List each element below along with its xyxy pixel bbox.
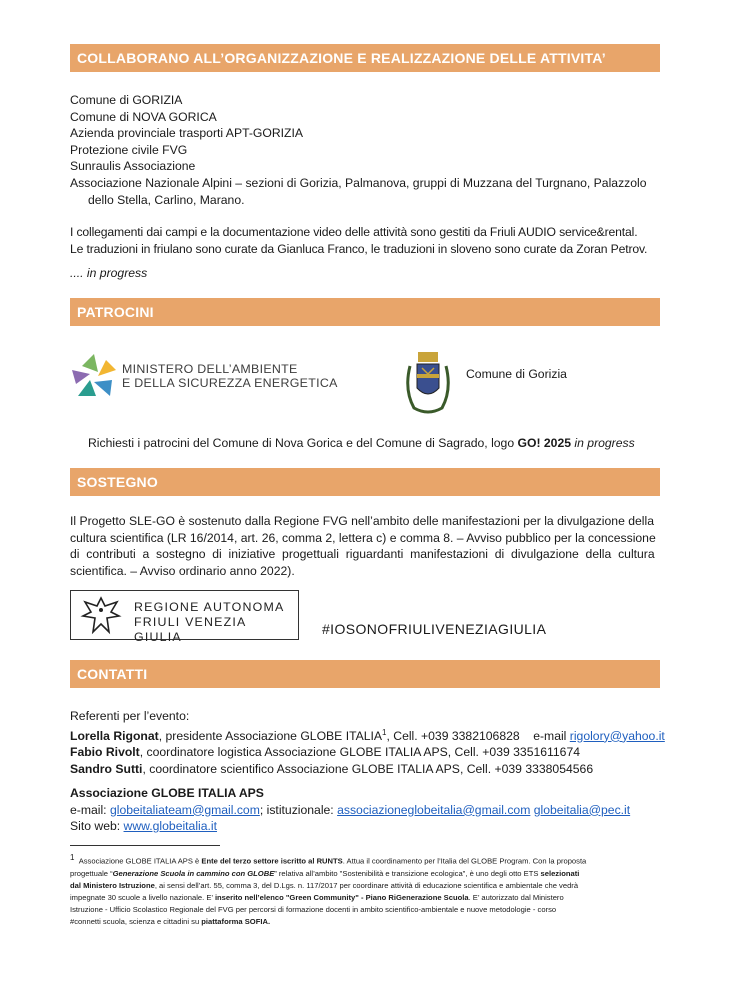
richiesti-patrocini: Richiesti i patrocini del Comune di Nova Gorica e del Comune di Sagrado, logo GO! 2025 in progress bbox=[88, 436, 635, 450]
email-link-associazione[interactable]: associazioneglobeitalia@gmail.com bbox=[337, 802, 531, 817]
sostegno-paragraph bbox=[70, 513, 656, 579]
eagle-icon bbox=[79, 594, 123, 638]
section-header-collaborano: COLLABORANO ALL’ORGANIZZAZIONE E REALIZZAZIONE DELLE ATTIVITA’ bbox=[70, 44, 660, 72]
list-item: Protezione civile FVG bbox=[70, 142, 188, 157]
ministero-star-icon bbox=[70, 352, 118, 400]
section-header-sostegno: SOSTEGNO bbox=[70, 468, 660, 496]
regione-name: REGIONE AUTONOMA FRIULI VENEZIA GIULIA bbox=[134, 600, 285, 644]
paragraph-line: Le traduzioni in friulano sono curate da Gianluca Franco, le traduzioni in sloveno sono curate da Zoran Petrov. bbox=[70, 241, 648, 256]
gorizia-coat-of-arms-icon bbox=[400, 350, 456, 416]
collaboratori-list bbox=[70, 92, 647, 208]
paragraph-line: Il Progetto SLE-GO è sostenuto dalla Regione FVG nell’ambito delle manifestazioni per la divulgazione della bbox=[70, 514, 654, 528]
website-link[interactable]: www.globeitalia.it bbox=[123, 819, 218, 834]
paragraph-line: I collegamenti dai campi e la documentazione video delle attività sono gestiti da Friuli AUDIO service&rental. bbox=[70, 225, 638, 239]
paragraph-line: di contributi a sostegno di iniziative progettuali riguardanti manifestazioni di divulgazione della cultura bbox=[70, 547, 655, 562]
contatti-referenti bbox=[70, 708, 665, 777]
email-link-team[interactable]: globeitaliateam@gmail.com bbox=[109, 802, 260, 817]
referente-row: Fabio Rivolt, coordinatore logistica Associazione GLOBE ITALIA APS, Cell. +039 3351611674 bbox=[70, 745, 581, 760]
ministero-logo bbox=[70, 352, 360, 400]
collegamenti-paragraph bbox=[70, 224, 647, 257]
footnote-line: #connetti scuola, scienza e cittadini su piattaforma SOFIA. bbox=[70, 916, 271, 926]
email-row: e-mail: globeitaliateam@gmail.com; istituzionale: associazioneglobeitalia@gmail.com globeitalia@pec.it bbox=[70, 802, 631, 817]
associazione-block bbox=[70, 785, 630, 835]
paragraph-line: scientifica. – Avviso ordinario anno 2022). bbox=[70, 563, 295, 578]
paragraph-line: cultura scientifica (LR 16/2014, art. 26, comma 2, lettera c) e comma 8. – Avviso pubblico per la concessione bbox=[70, 530, 656, 545]
email-link-rigonat[interactable]: rigolory@yahoo.it bbox=[569, 728, 665, 743]
footnote-line: progettuale “Generazione Scuola in cammino con GLOBE” relativa all’ambito "Sostenibilità e transizione ecologica", è uno degli otto ETS selezionati bbox=[70, 868, 580, 878]
referente-row: Lorella Rigonat, presidente Associazione GLOBE ITALIA$^1$, Cell. +039 3382106828 e-mail rigolory@yahoo.it bbox=[70, 727, 665, 743]
hashtag: #IOSONOFRIULIVENEZIAGIULIA bbox=[322, 621, 547, 637]
list-item: Azienda provinciale trasporti APT-GORIZIA bbox=[70, 126, 304, 141]
footnote-line: Istruzione - Ufficio Scolastico Regionale del FVG per percorsi di formazione docenti in ambito scientifico-ambientale e nuove metodologie - corso bbox=[70, 904, 557, 914]
list-item: Associazione Nazionale Alpini – sezioni di Gorizia, Palmanova, gruppi di Muzzana del Turgnano, Palazzolo bbox=[70, 175, 647, 190]
footnote bbox=[70, 852, 660, 928]
contatti-intro: Referenti per l’evento: bbox=[70, 709, 190, 723]
website-row: Sito web: www.globeitalia.it bbox=[70, 819, 218, 834]
list-item: dello Stella, Carlino, Marano. bbox=[88, 192, 245, 207]
referente-row: Sandro Sutti, coordinatore scientifico Associazione GLOBE ITALIA APS, Cell. +039 3338054566 bbox=[70, 761, 594, 776]
associazione-name: Associazione GLOBE ITALIA APS bbox=[70, 786, 264, 800]
email-link-pec[interactable]: globeitalia@pec.it bbox=[533, 802, 631, 817]
footnote-divider bbox=[70, 845, 220, 846]
section-header-patrocini: PATROCINI bbox=[70, 298, 660, 326]
footnote-line: dal Ministero Istruzione, ai sensi dell’art. 55, comma 3, del D.Lgs. n. 117/2017 per coordinare attività di educazione scientifica e ambientale che vedrà bbox=[70, 880, 579, 890]
ministero-name: MINISTERO DELL’AMBIENTE E DELLA SICUREZZA ENERGETICA bbox=[122, 362, 338, 390]
list-item: Sunraulis Associazione bbox=[70, 159, 196, 174]
section-header-contatti: CONTATTI bbox=[70, 660, 660, 688]
footnote-line: $^1$ Associazione GLOBE ITALIA APS è Ente del terzo settore iscritto al RUNTS. Attua il coordinamento per l’Italia del GLOBE Program. Con la proposta bbox=[70, 853, 587, 866]
footnote-line: impegnate 30 scuole a livello nazionale. E’ inserito nell’elenco "Green Community" - Piano RiGenerazione Scuola. E’ autorizzato dal Ministero bbox=[70, 892, 564, 902]
list-item: Comune di GORIZIA bbox=[70, 93, 183, 107]
list-item: Comune di NOVA GORICA bbox=[70, 109, 217, 124]
regione-fvg-logo bbox=[70, 590, 299, 644]
comune-gorizia-label: Comune di Gorizia bbox=[466, 367, 567, 381]
progress-note: .... in progress bbox=[70, 266, 148, 280]
